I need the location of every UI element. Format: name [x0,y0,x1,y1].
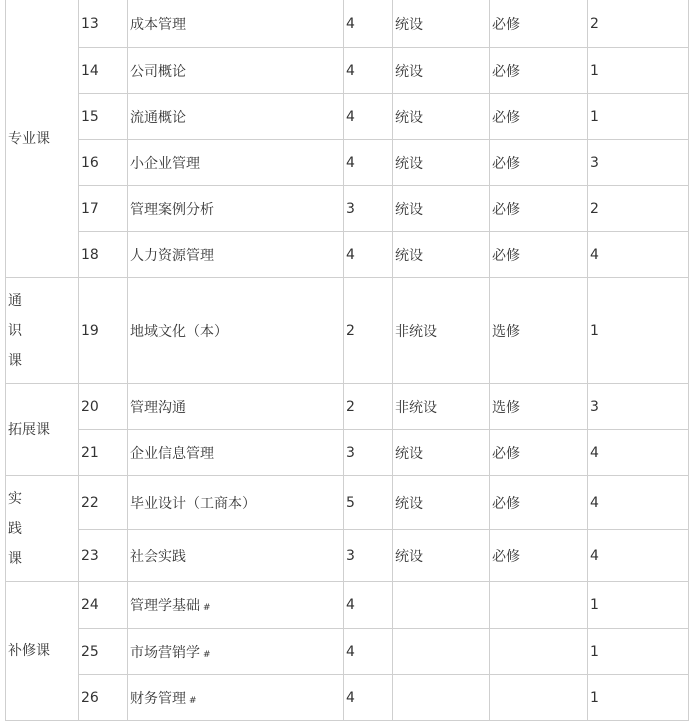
semester: 4 [588,476,689,530]
course-number: 17 [79,186,128,232]
requirement: 必修 [490,186,588,232]
course-name: 管理沟通 [128,384,344,430]
course-name: 毕业设计（工商本） [128,476,344,530]
course-type: 统设 [393,430,490,476]
course-type: 统设 [393,530,490,582]
course-name: 市场营销学 # [128,629,344,675]
credit: 4 [344,629,393,675]
requirement: 必修 [490,430,588,476]
course-name: 人力资源管理 [128,232,344,278]
credit: 4 [344,232,393,278]
credit: 4 [344,94,393,140]
credit: 4 [344,675,393,721]
requirement [490,629,588,675]
course-type: 统设 [393,186,490,232]
course-type [393,582,490,629]
requirement: 必修 [490,530,588,582]
course-number: 20 [79,384,128,430]
course-name: 地域文化（本） [128,278,344,384]
table-row [6,232,689,278]
semester: 3 [588,384,689,430]
course-type [393,629,490,675]
semester: 3 [588,140,689,186]
course-type: 统设 [393,48,490,94]
course-name: 小企业管理 [128,140,344,186]
course-name: 管理学基础 # [128,582,344,629]
hash-mark: # [189,695,197,706]
course-name: 公司概论 [128,48,344,94]
semester: 4 [588,232,689,278]
requirement: 必修 [490,94,588,140]
category-cell: 实 践 课 [6,476,79,582]
requirement: 必修 [490,0,588,48]
requirement: 必修 [490,48,588,94]
requirement [490,582,588,629]
semester: 1 [588,278,689,384]
course-number: 19 [79,278,128,384]
course-number: 25 [79,629,128,675]
table-row [6,48,689,94]
course-number: 22 [79,476,128,530]
table-row [6,430,689,476]
table-row [6,0,689,48]
table-row [6,94,689,140]
course-type: 统设 [393,94,490,140]
category-cell: 通 识 课 [6,278,79,384]
category-cell: 补修课 [6,582,79,721]
course-number: 24 [79,582,128,629]
semester: 1 [588,629,689,675]
credit: 4 [344,140,393,186]
semester: 1 [588,675,689,721]
credit: 3 [344,186,393,232]
course-number: 26 [79,675,128,721]
course-number: 21 [79,430,128,476]
semester: 4 [588,430,689,476]
credit: 3 [344,430,393,476]
semester: 1 [588,582,689,629]
course-number: 16 [79,140,128,186]
course-type: 非统设 [393,384,490,430]
course-name: 社会实践 [128,530,344,582]
requirement: 必修 [490,232,588,278]
credit: 3 [344,530,393,582]
table-row [6,530,689,582]
credit: 5 [344,476,393,530]
table-row [6,384,689,430]
credit: 4 [344,48,393,94]
requirement: 选修 [490,384,588,430]
credit: 4 [344,582,393,629]
table-row [6,629,689,675]
semester: 1 [588,48,689,94]
course-number: 14 [79,48,128,94]
table-row [6,675,689,721]
course-name: 企业信息管理 [128,430,344,476]
course-number: 18 [79,232,128,278]
credit: 4 [344,0,393,48]
semester: 4 [588,530,689,582]
requirement: 必修 [490,140,588,186]
course-number: 13 [79,0,128,48]
hash-mark: # [203,649,211,660]
table-row [6,582,689,629]
semester: 2 [588,186,689,232]
course-type: 统设 [393,0,490,48]
course-table [5,0,689,721]
course-type: 统设 [393,476,490,530]
table-row [6,140,689,186]
course-type: 统设 [393,232,490,278]
hash-mark: # [203,603,211,613]
course-type [393,675,490,721]
course-type: 统设 [393,140,490,186]
course-number: 15 [79,94,128,140]
course-name: 流通概论 [128,94,344,140]
course-name: 成本管理 [128,0,344,48]
category-cell: 拓展课 [6,384,79,476]
table-row [6,278,689,384]
semester: 2 [588,0,689,48]
course-name: 财务管理 # [128,675,344,721]
requirement: 必修 [490,476,588,530]
category-cell: 专业课 [6,0,79,278]
semester: 1 [588,94,689,140]
table-row [6,186,689,232]
requirement [490,675,588,721]
table-row [6,476,689,530]
requirement: 选修 [490,278,588,384]
course-name: 管理案例分析 [128,186,344,232]
credit: 2 [344,384,393,430]
course-type: 非统设 [393,278,490,384]
credit: 2 [344,278,393,384]
course-number: 23 [79,530,128,582]
